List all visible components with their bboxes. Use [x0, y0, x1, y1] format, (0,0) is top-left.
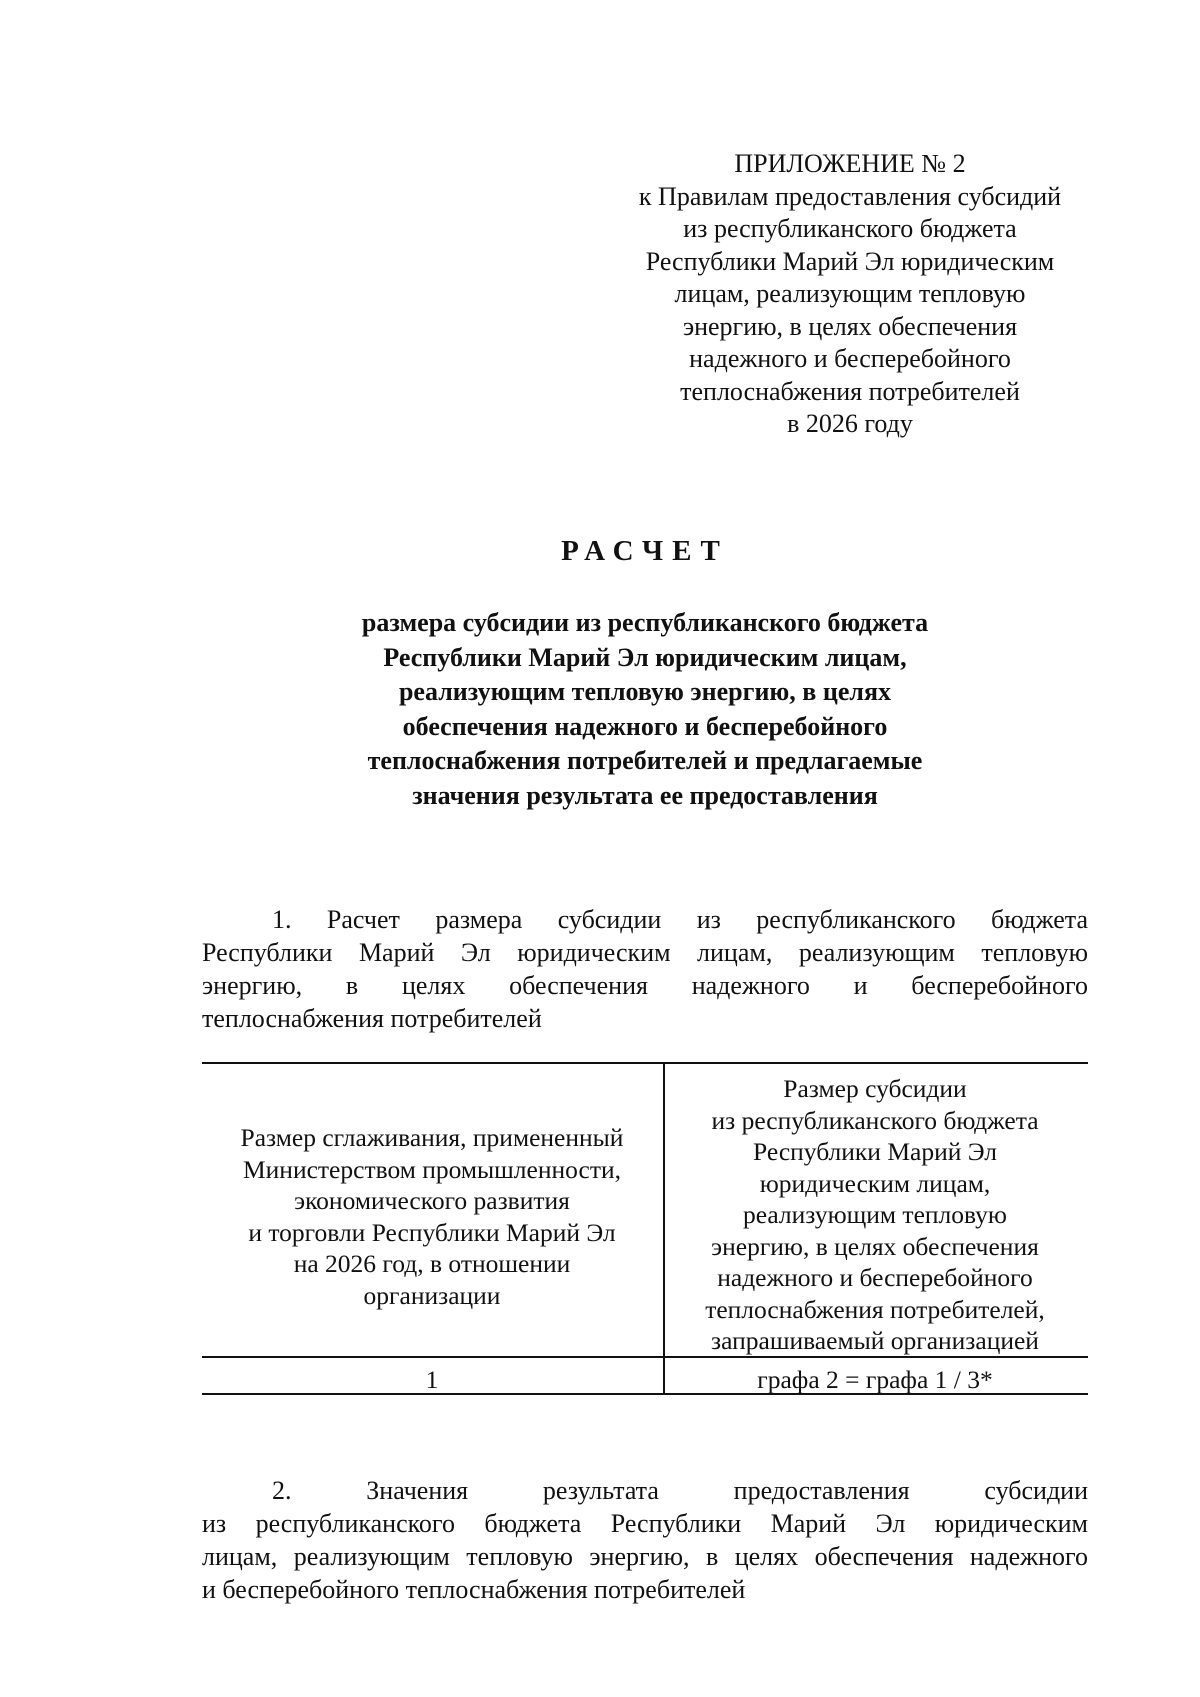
header-line: Министерством промышленности, — [242, 1154, 622, 1184]
table-top-border — [202, 1062, 1088, 1064]
paragraph-line: лицам, реализующим тепловую энергию, в целях обеспечения надежного — [202, 1542, 1088, 1571]
paragraph-line: и бесперебойного теплоснабжения потребителей — [202, 1575, 746, 1604]
appendix-line: надежного и бесперебойного — [689, 344, 1011, 373]
paragraph-line: теплоснабжения потребителей — [202, 1004, 542, 1033]
header-line: Республики Марий Эл — [753, 1137, 997, 1166]
paragraph-line: 1. Расчет размера субсидии из республиканского бюджета — [272, 905, 1088, 934]
header-line: надежного и бесперебойного — [717, 1263, 1033, 1292]
table-header-left — [202, 1122, 662, 1311]
subtitle-line: теплоснабжения потребителей и предлагаемые — [367, 746, 923, 775]
appendix-header — [600, 148, 1100, 441]
table-header-right — [665, 1073, 1085, 1357]
appendix-line: в 2026 году — [787, 409, 913, 438]
header-line: Размер субсидии — [783, 1074, 967, 1103]
header-line: из республиканского бюджета — [711, 1105, 1039, 1135]
table-column-number-1: 1 — [425, 1365, 439, 1394]
appendix-line: лицам, реализующим тепловую — [674, 279, 1026, 308]
subtitle-line: размера субсидии из республиканского бюджета — [361, 608, 929, 637]
header-line: Размер сглаживания, примененный — [240, 1123, 624, 1152]
document-title: РАСЧЕТ — [561, 535, 729, 567]
document-subtitle — [300, 606, 990, 813]
header-line: теплоснабжения потребителей, — [705, 1294, 1045, 1324]
subtitle-line: значения результата ее предоставления — [412, 780, 878, 810]
table-column-number-2: графа 2 = графа 1 / 3* — [757, 1365, 993, 1394]
appendix-line: Республики Марий Эл юридическим — [645, 246, 1055, 276]
paragraph-line: из республиканского бюджета Республики Марий Эл юридическим — [202, 1509, 1088, 1538]
paragraph-line: Республики Марий Эл юридическим лицам, реализующим тепловую — [202, 938, 1088, 967]
appendix-line: ПРИЛОЖЕНИЕ № 2 — [734, 149, 966, 178]
header-line: экономического развития — [294, 1186, 570, 1215]
section-2-paragraph — [202, 1474, 1088, 1606]
header-line: юридическим лицам, — [759, 1168, 991, 1198]
paragraph-line: 2. Значения результата предоставления субсидии — [272, 1476, 1088, 1505]
appendix-line: к Правилам предоставления субсидий — [638, 181, 1062, 211]
appendix-line: теплоснабжения потребителей — [680, 376, 1020, 406]
subtitle-line: Республики Марий Эл юридическим лицам, — [383, 642, 907, 672]
paragraph-line: энергию, в целях обеспечения надежного и бесперебойного — [202, 971, 1088, 1000]
header-line: реализующим тепловую — [743, 1200, 1007, 1229]
section-1-paragraph — [202, 903, 1088, 1035]
header-line: организации — [363, 1280, 501, 1310]
subtitle-line: обеспечения надежного и бесперебойного — [402, 711, 888, 741]
header-line: запрашиваемый организацией — [711, 1326, 1039, 1355]
appendix-line: энергию, в целях обеспечения — [682, 311, 1018, 341]
subtitle-line: реализующим тепловую энергию, в целях — [398, 677, 892, 706]
header-line: энергию, в целях обеспечения — [711, 1231, 1039, 1261]
appendix-line: из республиканского бюджета — [683, 214, 1017, 243]
header-line: и торговли Республики Марий Эл — [248, 1217, 616, 1247]
header-line: на 2026 год, в отношении — [293, 1249, 571, 1278]
